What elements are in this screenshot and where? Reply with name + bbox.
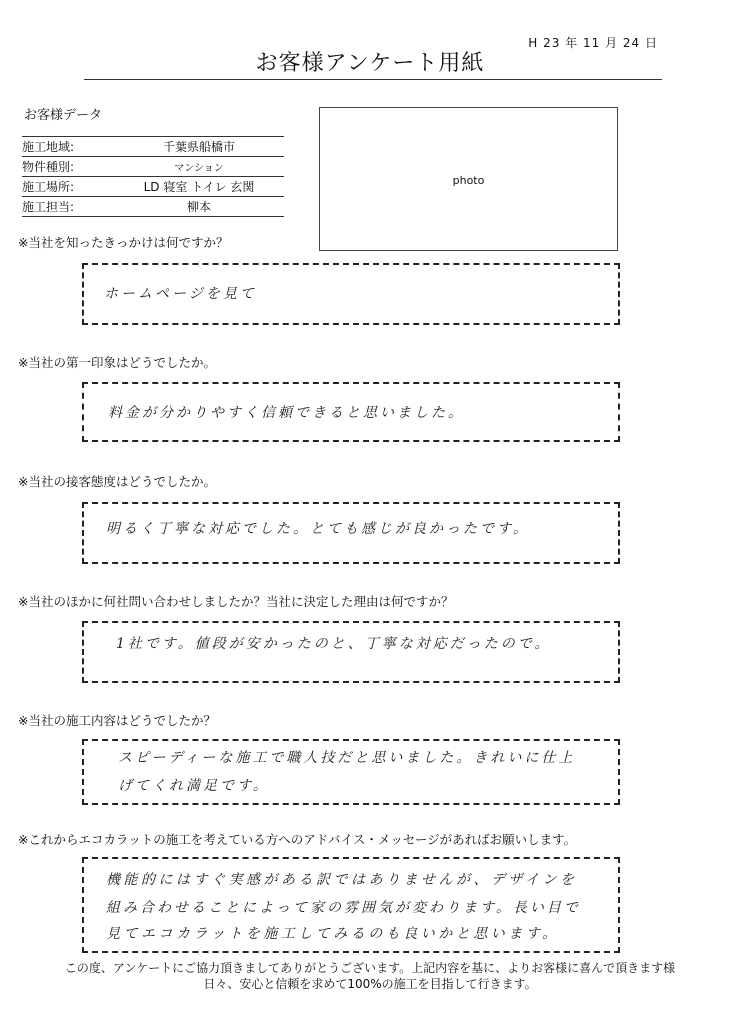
answer-box-6 xyxy=(82,857,620,953)
answer-5-line-2: げてくれ満足です。 xyxy=(118,778,270,794)
info-key: 物件種別: xyxy=(22,160,75,174)
page-title: お客様アンケート用紙 xyxy=(255,51,485,76)
info-key: 施工場所: xyxy=(22,180,75,194)
answer-box-5 xyxy=(82,739,620,805)
title-underline xyxy=(84,79,662,80)
answer-6-line-1: 機能的にはすぐ実感がある訳ではありませんが、デザインを xyxy=(106,872,578,888)
customer-data-table xyxy=(22,136,284,217)
answer-3-line-1: 明るく丁寧な対応でした。とても感じが良かったです。 xyxy=(106,521,530,537)
info-value: 柳本 xyxy=(186,200,211,214)
answer-box-3 xyxy=(82,502,620,564)
answer-1-line-1: ホームページを見て xyxy=(104,286,257,302)
question-2: ※当社の第一印象はどうでしたか。 xyxy=(18,355,216,370)
answer-box-1 xyxy=(82,263,620,325)
question-6: ※これからエコカラットの施工を考えている方へのアドバイス・メッセージがあればお願いします。 xyxy=(18,832,577,847)
answer-6-line-2: 組み合わせることによって家の雰囲気が変わります。長い目で xyxy=(106,900,581,916)
info-row-property-type xyxy=(22,157,284,177)
footer-message-2: 日々、安心と信頼を求めて100%の施工を目指して行きます。 xyxy=(203,977,537,991)
photo-label: photo xyxy=(452,174,485,187)
customer-data-heading: お客様データ xyxy=(24,108,103,123)
question-3: ※当社の接客態度はどうでしたか。 xyxy=(18,474,216,489)
answer-5-line-1: スピーディーな施工で職人技だと思いました。きれいに仕上 xyxy=(118,750,576,766)
info-row-staff xyxy=(22,197,284,217)
question-4: ※当社のほかに何社問い合わせしましたか？当社に決定した理由は何ですか？ xyxy=(18,594,454,609)
answer-6-line-3: 見てエコカラットを施工してみるのも良いかと思います。 xyxy=(106,926,560,942)
info-value: 千葉県船橋市 xyxy=(162,140,235,154)
answer-box-4 xyxy=(82,621,620,683)
info-value: LD 寝室 トイレ 玄関 xyxy=(143,180,255,194)
footer-message-1: この度、アンケートにご協力頂きましてありがとうございます。上記内容を基に、よりお客様に喜んで頂きます様 xyxy=(64,961,676,975)
survey-date: H 23 年 11 月 24 日 xyxy=(528,36,658,50)
info-value: マンション xyxy=(174,163,224,174)
answer-4-line-1: 1社です。値段が安かったのと、丁寧な対応だったので。 xyxy=(116,636,552,652)
question-1: ※当社を知ったきっかけは何ですか？ xyxy=(18,235,229,250)
answer-2-line-1: 料金が分かりやすく信頼できると思いました。 xyxy=(108,405,465,421)
answer-box-2 xyxy=(82,382,620,442)
photo-placeholder xyxy=(319,107,618,251)
info-row-area xyxy=(22,137,284,157)
question-5: ※当社の施工内容はどうでしたか？ xyxy=(18,713,216,728)
info-key: 施工担当: xyxy=(22,200,75,214)
info-key: 施工地域: xyxy=(22,140,75,154)
info-row-location xyxy=(22,177,284,197)
